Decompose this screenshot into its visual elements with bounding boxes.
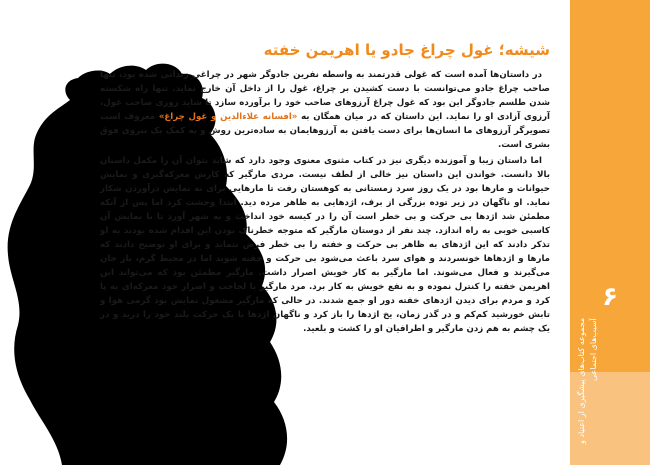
series-title: مجموعه کتاب‌های پیشگیری از اعتیاد و آسیب‌های اجتماعی (577, 318, 598, 445)
paragraph-1-end: معروف است تصویرگر آرزوهای ما انسان‌ها برای دست یافتن به آرزوهایمان به ساده‌ترین روش و به کمک یک نیروی فوق بشری است. (100, 112, 550, 150)
page-number: ۶ (602, 282, 618, 312)
paragraph-2: اما داستان زیبا و آموزنده دیگری نیز در کتاب مثنوی معنوی وجود دارد که شاید بتوان آن را مکمل داستان بالا دانست. خواندن این داستان نیز خالی از لطف نیست. مردی مارگیر که کارش معرکه‌گیری و نمایش حیوانات و مارها بود در یک روز سرد زمستانی به کوهستان رفت تا مارهایی برای به نمایش درآوردن شکار نماید. او ناگهان در زیر توده بزرگی از برف، اژدهایی به ظاهر مرده دید. ابتدا وحشت کرد اما پس از آنکه مطمئن شد اژدها بی حرکت و بی خطر است آن را در کیسه خود انداخت و به شهر آورد تا با نمایش آن کاسبی خوبی به راه اندازد. چند نفر از دوستان مارگیر که متوجه خطرناک بودن این اقدام شده بودند به او تذکر دادند که این اژدهای به ظاهر بی حرکت و خفته را بی خطر فرض ننماید و برای او توضیح دادند که مارها و اژدهاها خونسردند و هوای سرد باعث می‌شود بی حرکت و خفته شوند اما در محیط گرم، باز جان می‌گیرند و فعال می‌شوند. اما مارگیر به کار خویش اصرار داشت. مارگیر مطمئن بود که می‌تواند این اهریمن خفته را کنترل نموده و به نفع خویش به کار برد. مرد مارگیر با لجاجت و اصرار خود معرکه‌ای به پا کرد و مردم برای دیدن اژدهای خفته دور او جمع شدند. در حالی که مارگیر مشغول نمایش بود گرمی هوا و تابش خورشید کم‌کم و در گذر زمان، یخ اژدها را باز کرد و ناگهان اژدها با یک حرکت بلند خود را درید و در یک چشم به هم زدن مارگیر و اطرافیان او را کشت و بلعید. (100, 156, 550, 334)
paragraph-1-text: در داستان‌ها آمده است که غولی قدرتمند به واسطه نفرین جادوگر شهر در چراغی زندانی شده بود، تنها صاحب چراغ جادو می‌توانست با دست کشیدن بر چراغ، غول را از داخل آن خارج نماید. تنها راه شکسته شدن طلسم جادوگر این بود که غول چراغ آرزوهای صاحب خود را برآورده سازد تا شاید روزی صاحب غول، آرزوی آزادی او را نماید. این داستان که در میان همگان به (100, 70, 550, 122)
highlighted-story-name: «افسانه علاءالدین و غول چراغ» (158, 112, 298, 122)
article (100, 40, 550, 338)
article-title: شیشه؛ غول چراغ جادو یا اهریمن خفته (263, 41, 550, 59)
paragraph-1 (100, 68, 550, 152)
